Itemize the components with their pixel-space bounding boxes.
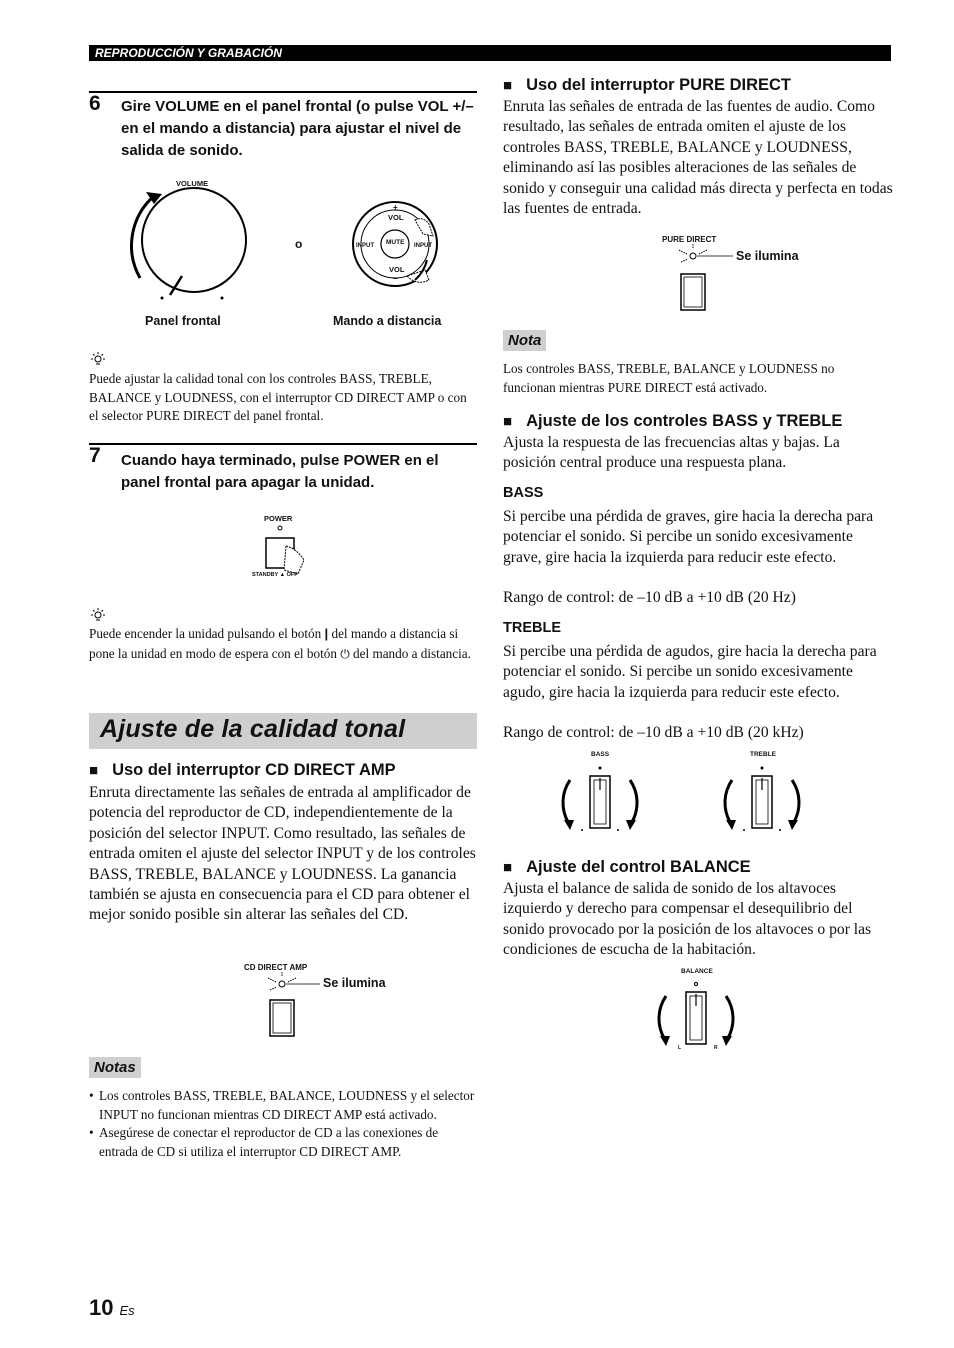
remote-vol-minus: VOL (389, 265, 405, 274)
step6-number: 6 (89, 92, 101, 115)
bass-treble-heading-text: Ajuste de los controles BASS y TREBLE (526, 412, 843, 430)
or-label: o (295, 237, 303, 251)
header-bar (89, 45, 891, 61)
volume-label: VOLUME (176, 179, 209, 188)
pure-direct-device-label: PURE DIRECT (662, 235, 717, 244)
bass-body: Si percibe una pérdida de graves, gire hacia la derecha para potenciar el sonido. Si percibe un sonido excesivamente grave, gire hacia la izquierda para reducir este efecto. (503, 508, 874, 566)
step6-text: Gire VOLUME en el panel frontal (o pulse VOL +/– en el mando a distancia) para ajustar el nivel de salida de sonido. (121, 98, 474, 159)
cd-direct-body: Enruta directamente las señales de entrada al amplificador de potencia del reproductor de CD, independientemente de la posición del selector INPUT. Como resultado, las señales de entrada omiten el ajuste del selector INPUT y de los controles BASS, TREBLE, BALANCE y LOUDNESS. La ganancia también se ajusta en consecuencia para el CD para obtener el mejor sonido posible sin alterar las señales del CD. (89, 784, 476, 924)
balance-knob-illustration (652, 978, 742, 1052)
bass-treble-body: Ajusta la respuesta de las frecuencias altas y bajas. La posición central produce una respuesta plana. (503, 434, 840, 472)
section-title-bar (89, 713, 477, 749)
balance-left-label: L (678, 1045, 682, 1051)
tip2-part2: del mando a distancia si pone la unidad en modo de espera con el botón (89, 626, 459, 661)
cd-direct-lights-label: Se ilumina (323, 976, 386, 990)
nota-label: Nota (503, 330, 546, 351)
step6-rule (89, 91, 477, 93)
caption-remote: Mando a distancia (333, 314, 442, 328)
page-language: Es (119, 1303, 135, 1318)
cd-direct-switch-illustration (262, 970, 322, 1040)
standby-label: STANDBY ▲ OFF (252, 572, 298, 578)
pure-direct-lights-label: Se ilumina (736, 249, 799, 263)
step7-number: 7 (89, 444, 101, 467)
notes-label: Notas (89, 1057, 141, 1078)
tip2-part3: del mando a distancia. (349, 646, 471, 661)
treble-body: Si percibe una pérdida de agudos, gire hacia la derecha para potenciar el sonido. Si percibe un sonido excesivamente agudo, gire hacia la izquierda para reducir este efecto. (503, 643, 877, 701)
tip2-part1: Puede encender la unidad pulsando el botón (89, 626, 325, 641)
bass-range: Rango de control: de –10 dB a +10 dB (20 Hz) (503, 589, 796, 606)
note-item: • Asegúrese de conectar el reproductor de CD a las conexiones de entrada de CD si utiliza el interruptor CD DIRECT AMP. (89, 1124, 479, 1161)
remote-input-right: INPUT (414, 243, 432, 249)
treble-range: Rango de control: de –10 dB a +10 dB (20 kHz) (503, 724, 804, 741)
cd-direct-heading: ■ Uso del interruptor CD DIRECT AMP (89, 761, 396, 779)
tip1-text: Puede ajustar la calidad tonal con los controles BASS, TREBLE, BALANCE y LOUDNESS, con el interruptor CD DIRECT AMP o con el selector PURE DIRECT del panel frontal. (89, 371, 467, 424)
note-item: • Los controles BASS, TREBLE, BALANCE, LOUDNESS y el selector INPUT no funcionan mientras CD DIRECT AMP está activado. (89, 1087, 479, 1124)
volume-knob-illustration (110, 172, 270, 312)
section-title: Ajuste de la calidad tonal (100, 715, 406, 743)
notes-list (89, 1087, 479, 1161)
pure-direct-body: Enruta las señales de entrada de las fuentes de audio. Como resultado, las señales de entrada omiten el ajuste de los controles BASS, TREBLE, BALANCE y LOUDNESS, eliminando así las posibles alteraciones de las señales de sonido y conseguir una calidad más directa y perfecta en todas las fuentes de entrada. (503, 98, 893, 218)
pure-direct-switch-illustration (673, 242, 737, 314)
cd-direct-device-label: CD DIRECT AMP (244, 963, 308, 972)
treble-knob-illustration (718, 760, 808, 840)
page-number: 10 (89, 1295, 114, 1320)
standby-symbol: ⏻ (340, 647, 350, 661)
pure-direct-heading-text: Uso del interruptor PURE DIRECT (526, 76, 791, 94)
cd-direct-heading-text: Uso del interruptor CD DIRECT AMP (112, 761, 396, 779)
tip-lightbulb-icon (89, 608, 107, 622)
balance-heading: ■ Ajuste del control BALANCE (503, 858, 751, 876)
treble-title: TREBLE (503, 620, 561, 636)
bass-treble-heading: ■ Ajuste de los controles BASS y TREBLE (503, 412, 843, 430)
balance-heading-text: Ajuste del control BALANCE (526, 858, 751, 876)
treble-knob-label: TREBLE (750, 751, 776, 758)
on-symbol: | (324, 626, 329, 641)
step7-rule (89, 443, 477, 445)
balance-knob-label: BALANCE (681, 968, 713, 975)
remote-mute-button: MUTE (386, 239, 405, 246)
bass-knob-label: BASS (591, 751, 610, 758)
tip2-text (89, 624, 479, 664)
tip-lightbulb-icon (89, 352, 107, 366)
bass-title: BASS (503, 485, 544, 501)
remote-plus: + (393, 203, 398, 212)
remote-input-left: INPUT (356, 243, 374, 249)
page-footer (89, 1295, 135, 1321)
caption-front-panel: Panel frontal (145, 314, 221, 328)
nota-text: Los controles BASS, TREBLE, BALANCE y LOUDNESS no funcionan mientras PURE DIRECT está activado. (503, 361, 835, 395)
remote-minus: – (393, 274, 398, 283)
pure-direct-heading: ■ Uso del interruptor PURE DIRECT (503, 76, 791, 94)
step7-text: Cuando haya terminado, pulse POWER en el panel frontal para apagar la unidad. (121, 452, 439, 491)
balance-body: Ajusta el balance de salida de sonido de los altavoces izquierdo y derecho para compensar el desequilibrio del sonido provocado por la posición de los altavoces o por las condiciones de escucha de la habitación. (503, 880, 872, 959)
remote-vol-plus: VOL (388, 213, 404, 222)
power-label: POWER (264, 514, 293, 523)
header-section-label: REPRODUCCIÓN Y GRABACIÓN (95, 46, 282, 60)
bass-knob-illustration (556, 760, 646, 840)
balance-right-label: R (714, 1045, 718, 1051)
